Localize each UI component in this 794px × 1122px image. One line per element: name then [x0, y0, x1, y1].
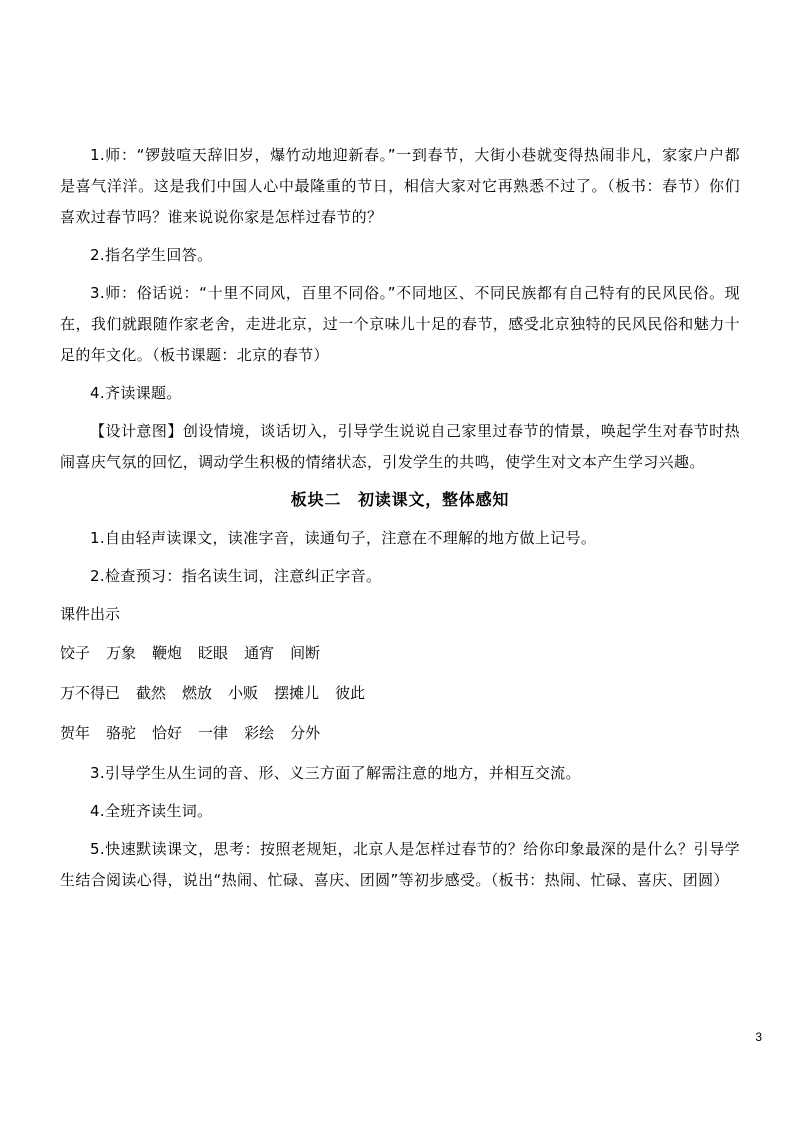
paragraph: 1.自由轻声读课文，读准字音，读通句子，注意在不理解的地方做上记号。 — [90, 529, 597, 547]
vocabulary-word: 小贩 — [228, 684, 259, 702]
paragraph: 4.全班齐读生词。 — [90, 802, 213, 820]
vocabulary-word: 摆摊儿 — [274, 684, 320, 702]
vocabulary-word: 分外 — [290, 724, 321, 742]
vocabulary-word: 通宵 — [244, 644, 275, 662]
section-heading: 板块二 初读课文，整体感知 — [290, 490, 510, 509]
courseware-label: 课件出示 — [60, 605, 121, 623]
vocabulary-word: 骆驼 — [106, 724, 137, 742]
vocabulary-row — [60, 638, 740, 668]
vocabulary-row — [60, 678, 740, 708]
paragraph: 2.检查预习：指名读生词，注意纠正字音。 — [90, 567, 382, 585]
vocabulary-word: 贺年 — [60, 724, 91, 742]
vocabulary-row — [60, 718, 740, 748]
paragraph: 2.指名学生回答。 — [90, 246, 213, 264]
vocabulary-word: 间断 — [290, 644, 321, 662]
vocabulary-word: 饺子 — [60, 644, 91, 662]
page-number: 3 — [755, 1030, 762, 1044]
paragraph: 5.快速默读课文，思考：按照老规矩，北京人是怎样过春节的？给你印象最深的是什么？引导学生结合阅读心得，说出“热闹、忙碌、喜庆、团圆”等初步感受。（板书：热闹、忙碌、喜庆、团圆） — [60, 840, 740, 889]
vocabulary-word: 万象 — [106, 644, 137, 662]
paragraph: 3.引导学生从生词的音、形、义三方面了解需注意的地方，并相互交流。 — [90, 764, 581, 782]
paragraph: 3.师：俗话说：“十里不同风，百里不同俗。”不同地区、不同民族都有自己特有的民风民俗。现在，我们就跟随作家老舍，走进北京，过一个京味儿十足的春节，感受北京独特的民风民俗和魅力十足的年文化。（板书课题：北京的春节） — [60, 284, 740, 364]
vocabulary-word: 燃放 — [182, 684, 213, 702]
vocabulary-word: 彼此 — [335, 684, 366, 702]
vocabulary-word: 彩绘 — [244, 724, 275, 742]
paragraph: 4.齐读课题。 — [90, 384, 182, 402]
page-content — [60, 140, 740, 903]
vocabulary-word: 鞭炮 — [152, 644, 183, 662]
vocabulary-word: 一律 — [198, 724, 229, 742]
vocabulary-word: 万不得已 — [60, 684, 121, 702]
paragraph: 1.师：“锣鼓喧天辞旧岁，爆竹动地迎新春。”一到春节，大街小巷就变得热闹非凡，家家户户都是喜气洋洋。这是我们中国人心中最隆重的节日，相信大家对它再熟悉不过了。（板书：春节）你们喜欢过春节吗？谁来说说你家是怎样过春节的？ — [60, 146, 740, 226]
vocabulary-word: 截然 — [136, 684, 167, 702]
vocabulary-word: 恰好 — [152, 724, 183, 742]
vocabulary-word: 眨眼 — [198, 644, 229, 662]
design-intent-paragraph: 【设计意图】创设情境，谈话切入，引导学生说说自己家里过春节的情景，唤起学生对春节时热闹喜庆气氛的回忆，调动学生积极的情绪状态，引发学生的共鸣，使学生对文本产生学习兴趣。 — [60, 422, 740, 471]
